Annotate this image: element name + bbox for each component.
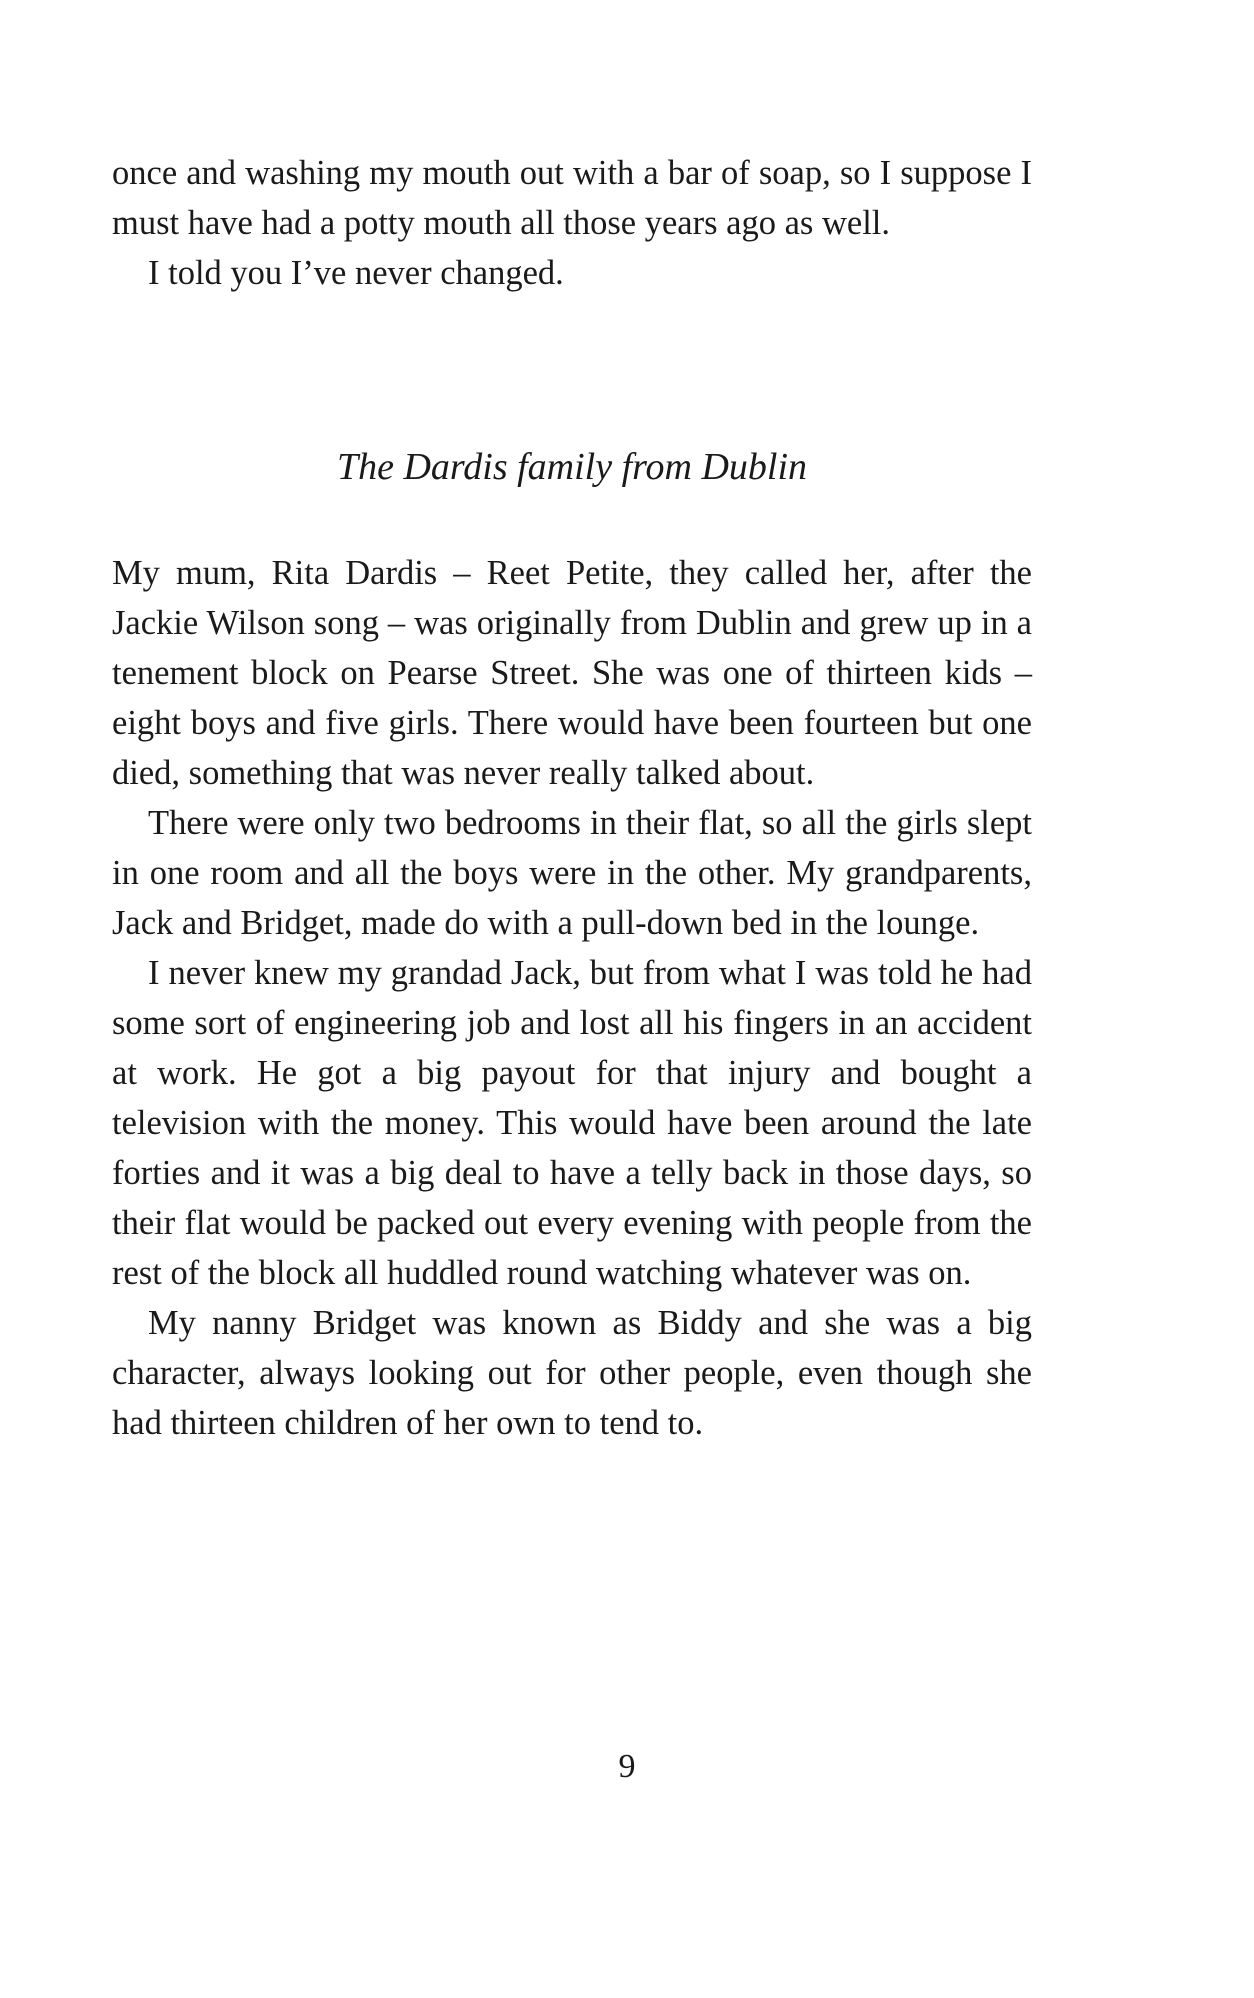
body-paragraph: once and washing my mouth out with a bar of soap, so I suppose I must have had a potty mouth all those years ago as well.: [112, 154, 1032, 242]
body-paragraph: I never knew my grandad Jack, but from what I was told he had some sort of engineering job and lost all his fingers in an accident at work. He got a big payout for that injury and bought a television with the money. This would have been around the late forties and it was a big deal to have a telly back in those days, so their flat would be packed out every evening with people from the rest of the block all huddled round watching whatever was on.: [112, 954, 1032, 1292]
body-paragraph: I told you I’ve never changed.: [148, 254, 564, 292]
body-paragraph: There were only two bedrooms in their flat, so all the girls slept in one room and all the boys were in the other. My grandparents, Jack and Bridget, made do with a pull-down bed in the lounge.: [112, 804, 1032, 942]
section-body: [112, 548, 1032, 1448]
page-number: 9: [618, 1748, 636, 1785]
body-paragraph: My nanny Bridget was known as Biddy and she was a big character, always looking out for other people, even though she had thirteen children of her own to tend to.: [112, 1304, 1032, 1442]
body-paragraph: My mum, Rita Dardis – Reet Petite, they called her, after the Jackie Wilson song – was originally from Dublin and grew up in a tenement block on Pearse Street. She was one of thirteen kids – eight boys and five girls. There would have been fourteen but one died, something that was never really talked about.: [112, 554, 1032, 792]
continued-text: [112, 148, 1032, 298]
section-heading: The Dardis family from Dublin: [336, 446, 808, 488]
